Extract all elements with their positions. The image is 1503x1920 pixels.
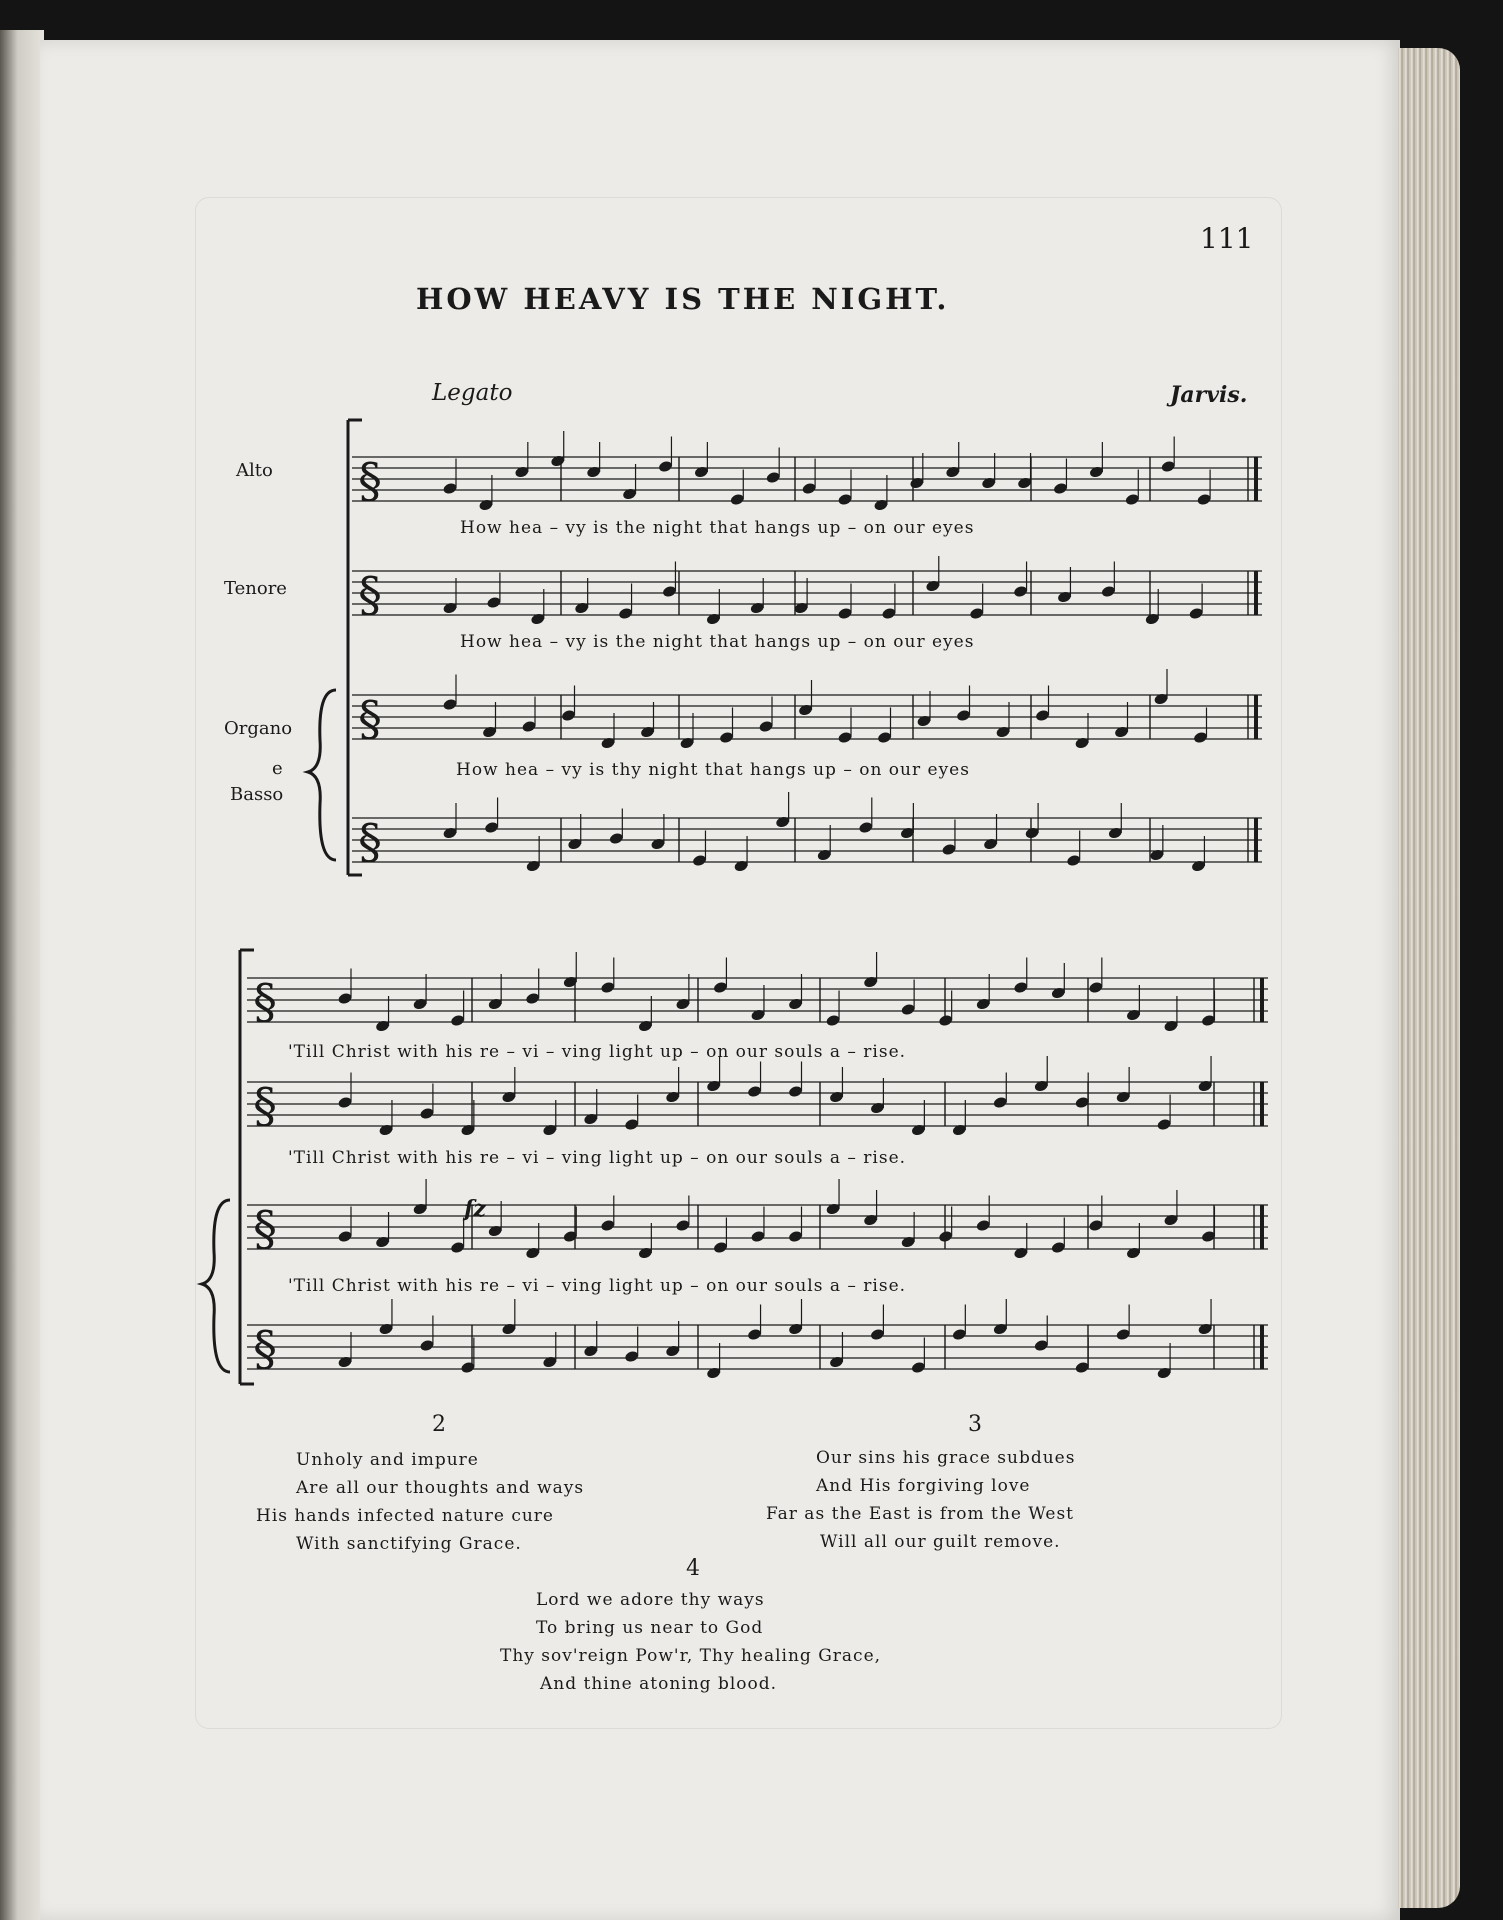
page-title: HOW HEAVY IS THE NIGHT.	[416, 282, 950, 316]
clef-glyph: §	[253, 1201, 277, 1257]
clef-glyph: §	[358, 691, 382, 747]
verse-line: And His forgiving love	[816, 1476, 1031, 1496]
clef-glyph: §	[358, 814, 382, 870]
clef-glyph: §	[253, 1321, 277, 1377]
verse-line: Are all our thoughts and ways	[296, 1478, 585, 1498]
part-label-organo: Organo	[224, 718, 293, 739]
verse-line: His hands infected nature cure	[256, 1506, 554, 1526]
verse-line: To bring us near to God	[536, 1618, 764, 1638]
lyrics-system1-organ: How hea – vy is thy night that hangs up – on our eyes	[456, 760, 970, 780]
organ-brace	[308, 690, 336, 860]
lyrics-system1-alto: How hea – vy is the night that hangs up – on our eyes	[460, 518, 975, 538]
verse-number: 2	[432, 1412, 446, 1437]
verse-line: Our sins his grace subdues	[816, 1448, 1076, 1468]
tempo-marking: Legato	[432, 380, 513, 406]
clef-glyph: §	[358, 567, 382, 623]
verse-line: Thy sov'reign Pow'r, Thy healing Grace,	[500, 1646, 882, 1666]
verse-line: Lord we adore thy ways	[536, 1590, 765, 1610]
clef-glyph: §	[253, 1078, 277, 1134]
verse-line: Far as the East is from the West	[766, 1504, 1075, 1524]
verse-line: Will all our guilt remove.	[820, 1532, 1061, 1552]
page-number: 111	[1200, 222, 1254, 255]
verse-number: 4	[686, 1556, 700, 1581]
verse-line: And thine atoning blood.	[540, 1674, 778, 1694]
clef-glyph: §	[358, 453, 382, 509]
composer-name: Jarvis.	[1170, 382, 1248, 408]
dynamic-marking: fz	[464, 1196, 486, 1222]
lyrics-system2-alto: 'Till Christ with his re – vi – ving light up – on our souls a – rise.	[288, 1042, 907, 1062]
lyrics-system2-tenore: 'Till Christ with his re – vi – ving light up – on our souls a – rise.	[288, 1148, 907, 1168]
system-bracket	[240, 950, 254, 1384]
lyrics-system1-tenore: How hea – vy is the night that hangs up – on our eyes	[460, 632, 975, 652]
organ-brace	[202, 1200, 230, 1372]
part-label-tenore: Tenore	[224, 578, 287, 599]
clef-glyph: §	[253, 974, 277, 1030]
verse-line: With sanctifying Grace.	[296, 1534, 522, 1554]
verse-number: 3	[968, 1412, 982, 1437]
part-label-alto: Alto	[236, 460, 273, 481]
part-label-basso: Basso	[230, 784, 284, 805]
verse-line: Unholy and impure	[296, 1450, 479, 1470]
lyrics-system2-organ: 'Till Christ with his re – vi – ving light up – on our souls a – rise.	[288, 1276, 907, 1296]
part-label-e: e	[272, 758, 283, 779]
